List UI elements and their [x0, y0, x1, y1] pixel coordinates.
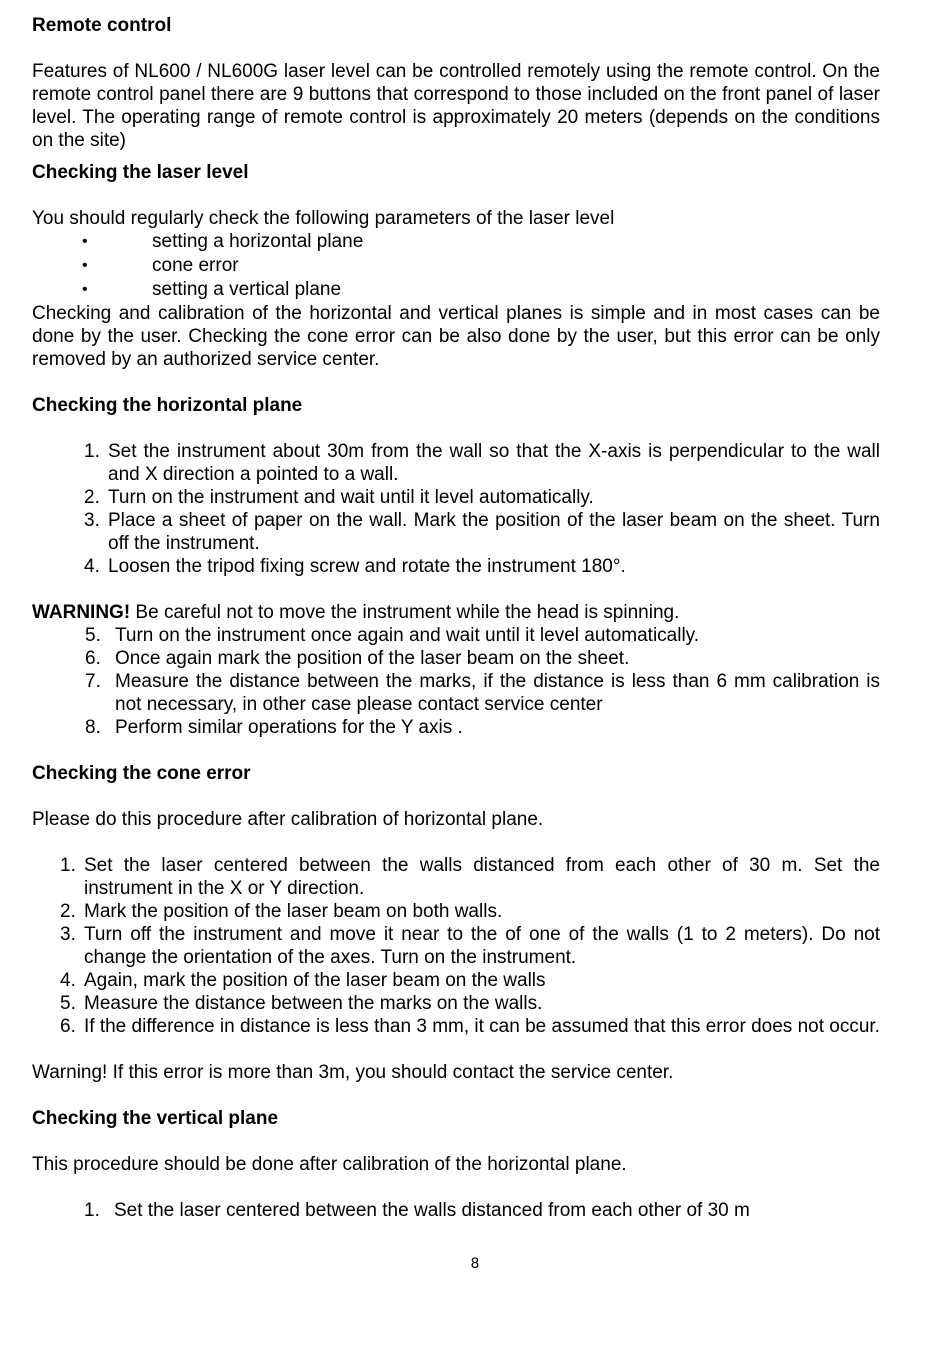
step-number: 1.	[84, 441, 100, 462]
step-text: Turn on the instrument once again and wait until it level automatically.	[115, 625, 700, 646]
list-item	[32, 624, 880, 647]
list-item: • cone error	[32, 254, 880, 278]
page-number: 8	[470, 1256, 480, 1272]
step-text: Turn off the instrument and move it near to the of one of the walls (1 to 2 meters). Do not change the orientation of the axes. Turn on the instrument.	[84, 924, 880, 968]
step-text: Place a sheet of paper on the wall. Mark the position of the laser beam on the sheet. Turn off the instrument.	[108, 510, 880, 554]
list-item	[32, 486, 880, 509]
list-item	[32, 555, 880, 578]
cone-intro: Please do this procedure after calibration of horizontal plane.	[32, 809, 544, 830]
list-item	[32, 992, 880, 1015]
step-text: Perform similar operations for the Y axis .	[115, 717, 463, 738]
list-item: • setting a vertical plane	[32, 278, 880, 302]
step-text: Loosen the tripod fixing screw and rotate the instrument 180°.	[108, 556, 626, 577]
remote-control-heading: Remote control	[32, 15, 172, 36]
list-item	[32, 670, 880, 716]
horizontal-steps-continued-list	[32, 624, 880, 739]
step-text: Turn on the instrument and wait until it level automatically.	[108, 487, 594, 508]
step-number: 5.	[60, 993, 76, 1014]
list-item	[32, 923, 880, 969]
cone-warning: Warning! If this error is more than 3m, you should contact the service center.	[32, 1062, 674, 1083]
warning-label: WARNING!	[32, 602, 131, 623]
list-item	[32, 509, 880, 555]
step-number: 7.	[85, 671, 101, 692]
step-text: Set the laser centered between the walls distanced from each other of 30 m. Set the instrument in the X or Y direction.	[84, 855, 880, 899]
step-number: 3.	[84, 510, 100, 531]
cone-steps-list	[32, 854, 880, 1038]
checking-laser-heading: Checking the laser level	[32, 162, 249, 183]
list-item: • setting a horizontal plane	[32, 230, 880, 254]
step-text: Set the laser centered between the walls distanced from each other of 30 m	[114, 1200, 750, 1221]
step-number: 2.	[60, 901, 76, 922]
list-item	[32, 854, 880, 900]
step-number: 4.	[84, 556, 100, 577]
step-text: Set the instrument about 30m from the wall so that the X-axis is perpendicular to the wall and X direction a pointed to a wall.	[108, 441, 880, 485]
list-item	[32, 969, 880, 992]
horizontal-plane-heading: Checking the horizontal plane	[32, 395, 303, 416]
step-number: 6.	[60, 1016, 76, 1037]
list-item	[32, 1199, 880, 1222]
step-number: 6.	[85, 648, 101, 669]
step-text: Once again mark the position of the laser beam on the sheet.	[115, 648, 630, 669]
parameters-list	[32, 230, 880, 302]
warning-text: Be careful not to move the instrument while the head is spinning.	[130, 602, 680, 623]
list-item	[32, 440, 880, 486]
warning-paragraph	[32, 601, 880, 624]
checking-intro: You should regularly check the following parameters of the laser level	[32, 208, 615, 229]
document-page	[32, 14, 880, 1222]
list-item	[32, 716, 880, 739]
step-number: 3.	[60, 924, 76, 945]
vertical-steps-list	[32, 1199, 880, 1222]
step-number: 4.	[60, 970, 76, 991]
step-number: 5.	[85, 625, 101, 646]
step-number: 1.	[84, 1200, 100, 1221]
horizontal-steps-list	[32, 440, 880, 578]
list-item	[32, 1015, 880, 1038]
step-text: Mark the position of the laser beam on both walls.	[84, 901, 503, 922]
vertical-intro: This procedure should be done after calibration of the horizontal plane.	[32, 1154, 627, 1175]
step-text: If the difference in distance is less than 3 mm, it can be assumed that this error does not occur.	[84, 1016, 880, 1037]
step-text: Measure the distance between the marks on the walls.	[84, 993, 543, 1014]
checking-paragraph: Checking and calibration of the horizontal and vertical planes is simple and in most cases can be done by the user. Checking the cone error can be also done by the user, but this error can be only removed by an authorized service center.	[32, 303, 880, 370]
remote-control-paragraph: Features of NL600 / NL600G laser level can be controlled remotely using the remote control. On the remote control panel there are 9 buttons that correspond to those included on the front panel of laser level. The operating range of remote control is approximately 20 meters (depends on the conditions on the site)	[32, 61, 880, 151]
step-number: 1.	[60, 855, 76, 876]
vertical-plane-heading: Checking the vertical plane	[32, 1108, 279, 1129]
list-item	[32, 647, 880, 670]
step-number: 8.	[85, 717, 101, 738]
step-text: Again, mark the position of the laser beam on the walls	[84, 970, 546, 991]
step-number: 2.	[84, 487, 100, 508]
step-text: Measure the distance between the marks, if the distance is less than 6 mm calibration is not necessary, in other case please contact service center	[115, 671, 880, 715]
cone-error-heading: Checking the cone error	[32, 763, 251, 784]
list-item	[32, 900, 880, 923]
